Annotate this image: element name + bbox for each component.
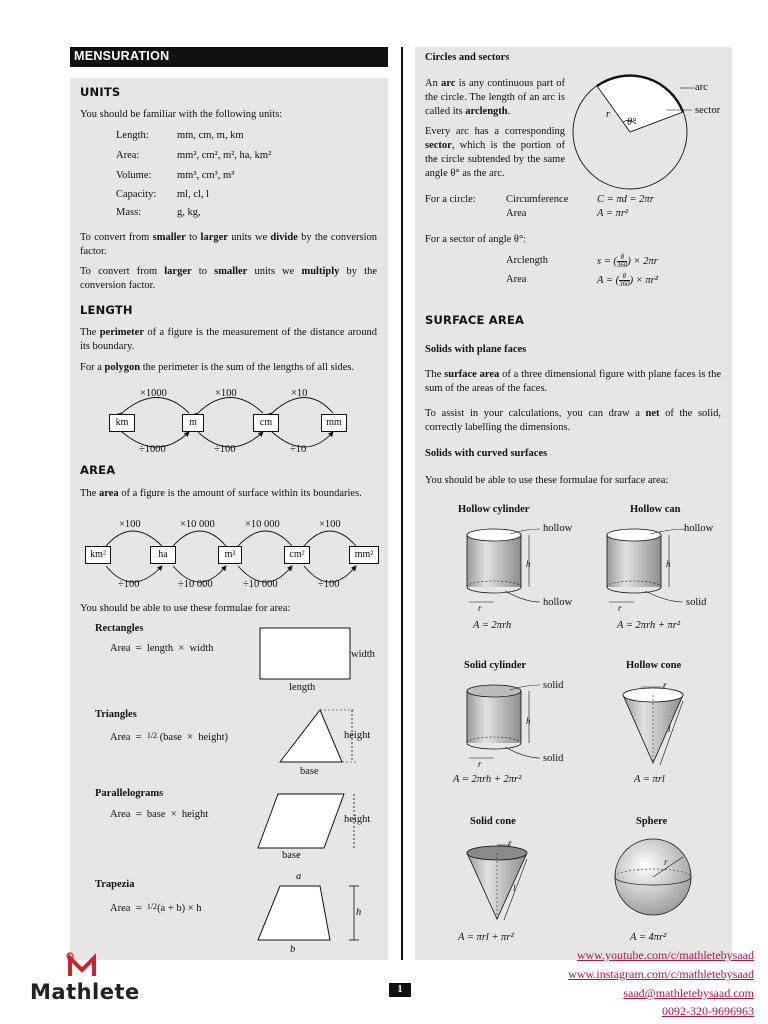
tri-base-label: base	[300, 766, 319, 777]
solid-formula: A = 4πr²	[630, 932, 667, 943]
parallelogram-formula: Area = base × height	[110, 809, 209, 820]
triangles-title: Triangles	[95, 709, 137, 720]
solid-cyl-bottom-label: solid	[543, 753, 564, 764]
unit-box-km: km	[109, 414, 135, 432]
units-heading: UNITS	[80, 85, 121, 99]
hollow-cone-figure	[623, 687, 683, 765]
brand-logo: Mathlete	[30, 980, 140, 1004]
unit-label: Area:	[116, 150, 140, 161]
solid-cone-figure	[467, 845, 527, 920]
unit-label: Volume:	[116, 170, 152, 181]
sector-area-label: Area	[506, 274, 527, 285]
perimeter-definition: The perimeter of a figure is the measurement of the distance around its boundary.	[80, 327, 377, 352]
factor-label: ÷10 000	[243, 579, 278, 590]
tri-height-label: height	[344, 730, 371, 741]
unit-box-km2: km²	[85, 546, 111, 564]
unit-box-mm: mm	[321, 414, 347, 432]
mathlete-logo-icon	[64, 950, 104, 980]
factor-label: ÷100	[214, 444, 236, 455]
trapezium-formula: Area = 1/2(a + b) × h	[110, 902, 202, 914]
r-label: r	[478, 759, 482, 769]
hollow-can-figure	[607, 529, 685, 602]
factor-label: ÷100	[318, 579, 340, 590]
para-base-label: base	[282, 850, 301, 861]
factor-label: ×10 000	[180, 519, 215, 530]
factor-label: ×100	[319, 519, 341, 530]
solid-name: Hollow cone	[626, 660, 682, 671]
rectangles-title: Rectangles	[95, 623, 144, 634]
trap-a-label: a	[296, 871, 302, 882]
page-title: MENSURATION	[74, 49, 170, 63]
r-label: r	[478, 603, 482, 613]
unit-value: ml, cl, l	[177, 189, 210, 200]
can-top-label: hollow	[684, 523, 714, 534]
fraction-half: 1/2	[146, 731, 158, 740]
solids-diagrams	[415, 515, 732, 945]
factor-label: ÷1000	[139, 444, 166, 455]
r-label: r	[618, 603, 622, 613]
trap-h-label: h	[356, 907, 362, 918]
l-label: l	[668, 724, 671, 734]
net-hint: To assist in your calculations, you can draw a net of the solid, correctly labelling the dimensions.	[425, 408, 722, 433]
rectangle-formula: Area = length × width	[110, 643, 214, 654]
unit-label: Length:	[116, 130, 149, 141]
for-sector-label: For a sector of angle θ°:	[425, 234, 527, 245]
area-definition: The area of a figure is the amount of surface within its boundaries.	[80, 488, 362, 499]
arclength-label: Arclength	[506, 255, 548, 266]
circle-area-label: Area	[506, 208, 527, 219]
factor-label: ×10 000	[245, 519, 280, 530]
surface-area-heading: SURFACE AREA	[425, 313, 525, 327]
solid-name: Solid cone	[470, 816, 516, 827]
solid-formula: A = πrl + πr²	[458, 932, 514, 943]
parallelograms-title: Parallelograms	[95, 788, 164, 799]
sector-label: sector	[695, 105, 721, 116]
r-label: r	[508, 838, 512, 848]
unit-label: Capacity:	[116, 189, 157, 200]
convert-small-to-large: To convert from smaller to larger units we divide by the conversion factor.	[80, 232, 377, 257]
phone-link[interactable]: 0092-320-9696963	[662, 1004, 754, 1018]
solid-name: Hollow can	[630, 504, 681, 515]
circles-heading: Circles and sectors	[425, 52, 510, 63]
curved-surfaces-title: Solids with curved surfaces	[425, 448, 548, 459]
factor-label: ×10	[291, 388, 308, 399]
l-label: l	[513, 883, 516, 893]
sector-definition: Every arc has a corresponding sector, which is the portion of the circle subtended by the same angle θ° as the arc.	[425, 126, 565, 179]
unit-value: mm², cm², m², ha, km²	[177, 150, 272, 161]
unit-box-mm2: mm²	[349, 546, 379, 564]
can-bottom-label: solid	[686, 597, 707, 608]
arc-definition: An arc is any continuous part of the circle. The length of an arc is called its arclength.	[425, 78, 565, 117]
arclength-formula: s = ( $\frac{\theta}{360}$ ) × 2πr	[597, 253, 658, 269]
solid-name: Hollow cylinder	[458, 504, 530, 515]
trapezia-title: Trapezia	[95, 879, 135, 890]
unit-box-cm2: cm²	[284, 546, 310, 564]
h-label: h	[666, 559, 671, 569]
sphere-figure	[615, 839, 691, 915]
page-number: 1	[389, 983, 411, 997]
polygon-perimeter: For a polygon the perimeter is the sum of the lengths of all sides.	[80, 362, 355, 373]
solid-formula: A = 2πrh + 2πr²	[453, 774, 522, 785]
circumference-label: Circumference	[506, 194, 569, 205]
cyl-bottom-label: hollow	[543, 597, 573, 608]
rect-width-label: width	[351, 649, 375, 660]
area-heading: AREA	[80, 463, 116, 477]
rectangle-figure	[258, 626, 354, 682]
youtube-link[interactable]: www.youtube.com/c/mathletebysaad	[576, 948, 754, 962]
para-height-label: height	[344, 814, 371, 825]
unit-value: g, kg,	[177, 207, 201, 218]
unit-label: Mass:	[116, 207, 142, 218]
rect-length-label: length	[289, 682, 316, 693]
factor-label: ×100	[215, 388, 237, 399]
unit-box-cm: cm	[253, 414, 279, 432]
instagram-link[interactable]: www.instagram.com/c/mathletebysaad	[568, 967, 754, 981]
fraction-half: 1/2	[146, 902, 158, 911]
circumference-formula: C = πd = 2πr	[597, 194, 654, 205]
r-label: r	[664, 857, 668, 867]
triangle-formula: Area = 1/2 (base × height)	[110, 731, 229, 743]
solid-formula: A = 2πrh + πr²	[617, 620, 681, 631]
section-title-bar	[70, 47, 388, 67]
sector-area-formula: A = ( $\frac{\theta}{360}$ ) × πr²	[597, 272, 658, 288]
arc-label: arc	[695, 82, 708, 93]
factor-label: ×1000	[140, 388, 167, 399]
trap-b-label: b	[290, 944, 296, 955]
solid-formula: A = 2πrh	[473, 620, 512, 631]
for-circle-label: For a circle:	[425, 194, 476, 205]
units-intro: You should be familiar with the following units:	[80, 109, 283, 120]
factor-label: ÷100	[118, 579, 140, 590]
unit-box-m2: m²	[218, 546, 242, 564]
factor-label: ×100	[119, 519, 141, 530]
solid-cyl-top-label: solid	[543, 680, 564, 691]
unit-value: mm³, cm³, m³	[177, 170, 235, 181]
solid-formula: A = πrl	[634, 774, 665, 785]
unit-box-ha: ha	[150, 546, 176, 564]
trapezium-figure	[254, 880, 372, 946]
surface-formulae-intro: You should be able to use these formulae for surface area:	[425, 475, 669, 486]
solid-name: Sphere	[636, 816, 668, 827]
unit-value: mm, cm, m, km	[177, 130, 244, 141]
solid-name: Solid cylinder	[464, 660, 527, 671]
area-formulae-intro: You should be able to use these formulae for area:	[80, 603, 291, 614]
circle-area-formula: A = πr²	[597, 208, 629, 219]
r-label: r	[663, 680, 667, 690]
h-label: h	[526, 559, 531, 569]
angle-label: θ°	[627, 117, 637, 128]
unit-box-m: m	[182, 414, 204, 432]
length-heading: LENGTH	[80, 303, 133, 317]
radius-label: r	[606, 109, 611, 120]
plane-faces-title: Solids with plane faces	[425, 344, 527, 355]
factor-label: ÷10 000	[178, 579, 213, 590]
convert-large-to-small: To convert from larger to smaller units we multiply by the conversion factor.	[80, 266, 377, 291]
factor-label: ÷10	[290, 444, 307, 455]
cyl-top-label: hollow	[543, 523, 573, 534]
surface-area-definition: The surface area of a three dimensional figure with plane faces is the sum of the areas of the faces.	[425, 369, 721, 394]
email-link[interactable]: saad@mathletebysaad.com	[623, 986, 754, 1000]
column-divider	[401, 47, 403, 960]
h-label: h	[526, 716, 531, 726]
